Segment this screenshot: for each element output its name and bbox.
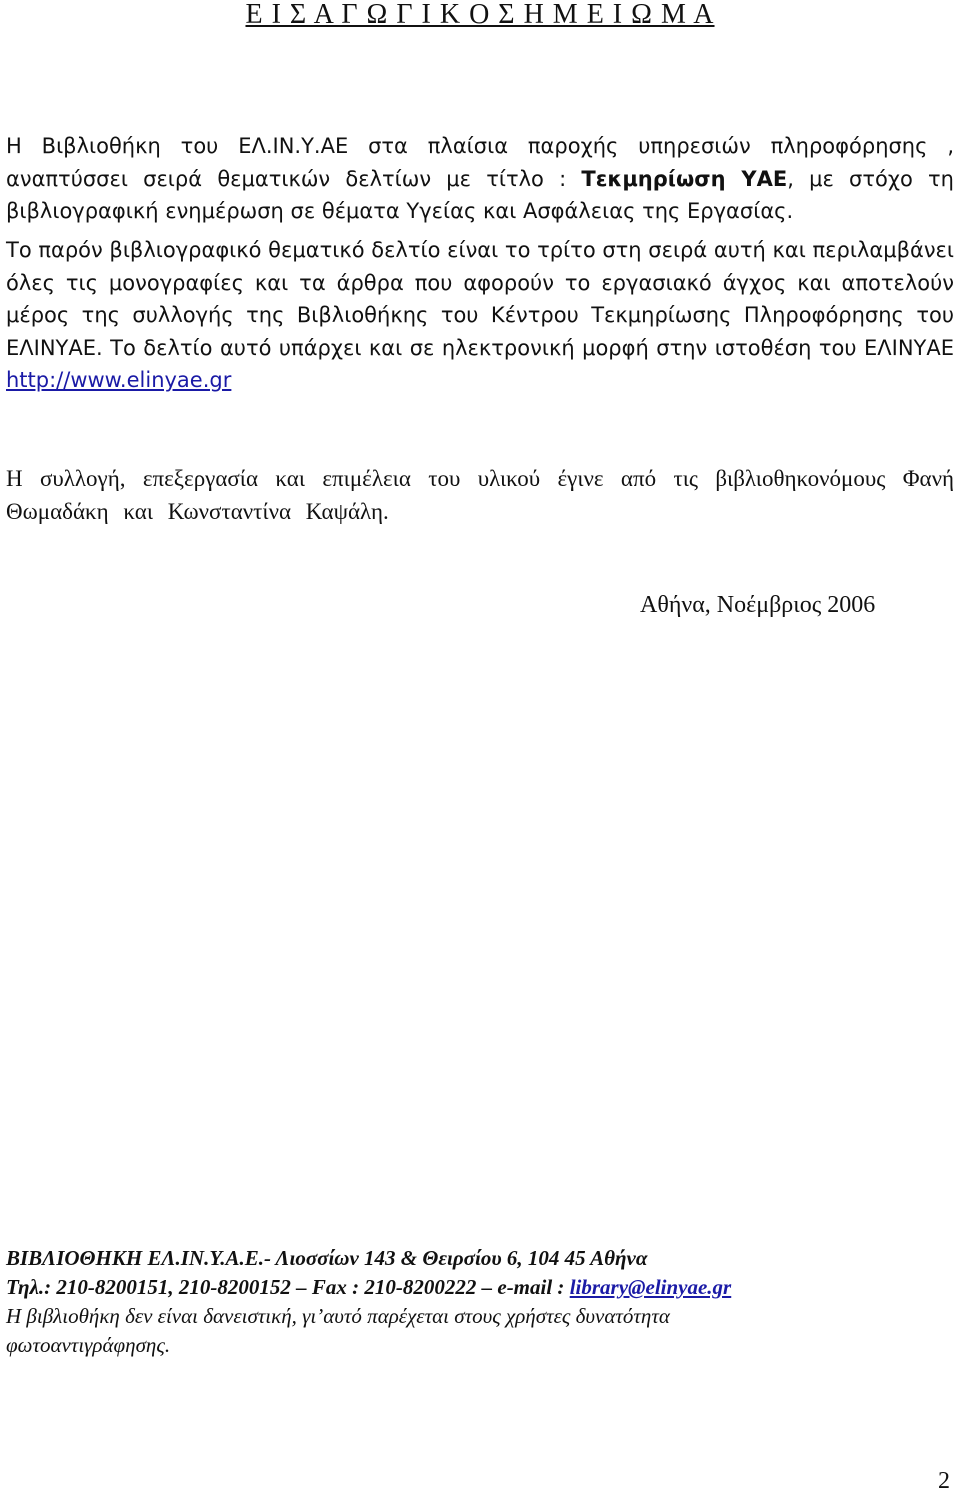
- intro-text-start: Η Βιβλιοθήκη του ΕΛ.ΙΝ.Υ.ΑΕ στα πλαίσια παροχής υπηρεσιών πληροφόρησης , αναπτύσσει σειρά θεματικών δελτίων με τίτλο :: [6, 134, 954, 191]
- intro-paragraph: [6, 130, 954, 228]
- library-contact: [6, 1273, 954, 1302]
- page-number: 2: [938, 1468, 950, 1494]
- description-text: Το παρόν βιβλιογραφικό θεματικό δελτίο είναι το τρίτο στη σειρά αυτή και περιλαμβάνει όλες τις μονογραφίες και τα άρθρα που αφορούν το εργασιακό άγχος και αποτελούν μέρος της συλλογής της Βιβλιοθήκης του Κέντρου Τεκμηρίωσης Πληροφόρησης του ΕΛΙΝΥΑΕ. Το δελτίο αυτό υπάρχει και σε ηλεκτρονική μορφή στην ιστοθέση του ΕΛΙΝΥΑΕ: [6, 238, 955, 360]
- page-title: Ε Ι Σ Α Γ Ω Γ Ι Κ Ο Σ Η Μ Ε Ι Ω Μ Α: [245, 0, 715, 30]
- email-link[interactable]: library@elinyae.gr: [569, 1275, 732, 1299]
- contact-phones: Τηλ.: 210-8200151, 210-8200152 – Fax : 210-8200222 – e-mail :: [6, 1275, 570, 1299]
- description-paragraph: [6, 234, 954, 397]
- date-line: Αθήνα, Νοέμβριος 2006: [640, 592, 876, 618]
- credits-paragraph: Η συλλογή, επεξεργασία και επιμέλεια του υλικού έγινε από τις βιβλιοθηκονόμους Φανή Θωμαδάκη και Κωνσταντίνα Καψάλη.: [6, 466, 954, 524]
- series-title: Τεκμηρίωση ΥΑΕ: [581, 166, 788, 191]
- library-notice-end: φωτοαντιγράφησης.: [6, 1333, 171, 1357]
- library-address: ΒΙΒΛΙΟΘΗΚΗ ΕΛ.ΙΝ.Υ.Α.Ε.- Λιοσσίων 143 & Θειρσίου 6, 104 45 Αθήνα: [6, 1246, 648, 1270]
- website-link[interactable]: http://www.elinyae.gr: [6, 368, 232, 392]
- library-footer: [6, 1244, 954, 1360]
- library-notice: Η βιβλιοθήκη δεν είναι δανειστική, γι’αυτό παρέχεται στους χρήστες δυνατότητα: [6, 1304, 670, 1328]
- intro-text-end: , με στόχο τη βιβλιογραφική ενημέρωση σε θέματα Υγείας και Ασφάλειας της Εργασίας.: [6, 166, 954, 223]
